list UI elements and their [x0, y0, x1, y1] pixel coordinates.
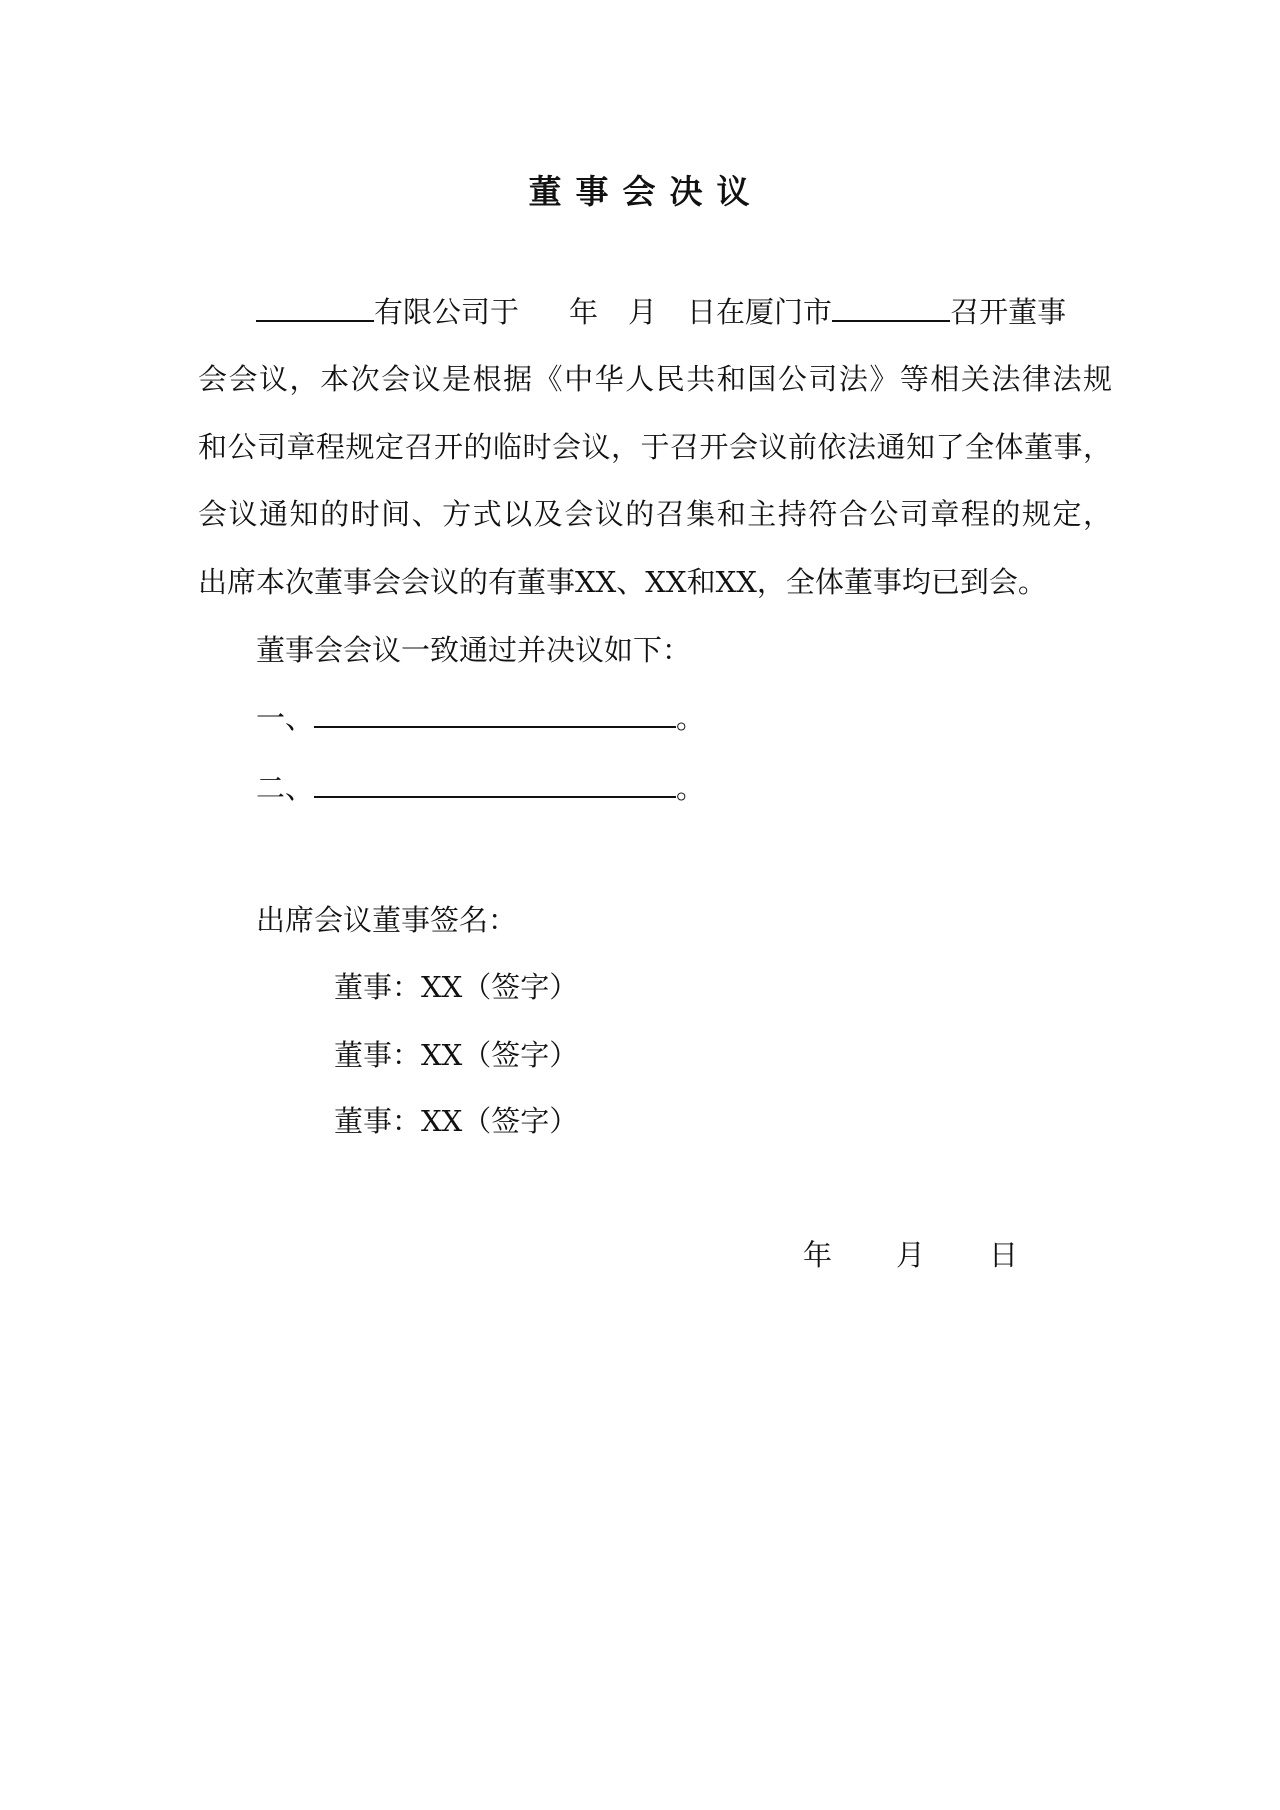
- text: 。: [676, 771, 706, 805]
- document-title: 董事会决议: [528, 172, 764, 211]
- signature-line: 董事：XX（签字）: [334, 970, 579, 1004]
- paragraph-line-2: 会会议，本次会议是根据《中华人民共和国公司法》等相关法律法规: [198, 362, 1112, 396]
- date-day: 日: [989, 1238, 1019, 1272]
- text: 召开董事: [950, 295, 1067, 329]
- text: 。: [676, 701, 706, 735]
- resolution-blank: [314, 698, 676, 728]
- date-year: 年: [803, 1238, 833, 1272]
- signature-line: 董事：XX（签字）: [334, 1104, 579, 1138]
- resolution-number: 一、: [256, 701, 315, 735]
- resolution-item: [256, 768, 705, 808]
- signature-heading: 出席会议董事签名：: [256, 903, 518, 937]
- signature-line: 董事：XX（签字）: [334, 1038, 579, 1072]
- paragraph-line-1: [256, 292, 1066, 332]
- date-month: 月: [896, 1238, 926, 1272]
- year-label: 年: [569, 295, 599, 329]
- resolution-intro: 董事会会议一致通过并决议如下：: [256, 633, 692, 667]
- text: 日在厦门市: [687, 295, 833, 329]
- company-name-blank: [256, 292, 374, 322]
- month-label: 月: [628, 295, 658, 329]
- text: 有限公司于: [374, 295, 520, 329]
- paragraph-line-4: 会议通知的时间、方式以及会议的召集和主持符合公司章程的规定，: [198, 497, 1112, 531]
- resolution-number: 二、: [256, 771, 315, 805]
- resolution-blank: [314, 768, 676, 798]
- location-blank: [832, 292, 950, 322]
- resolution-item: [256, 698, 705, 738]
- paragraph-line-5: 出席本次董事会会议的有董事XX、XX和XX，全体董事均已到会。: [198, 565, 1047, 599]
- paragraph-line-3: 和公司章程规定召开的临时会议，于召开会议前依法通知了全体董事，: [198, 430, 1112, 464]
